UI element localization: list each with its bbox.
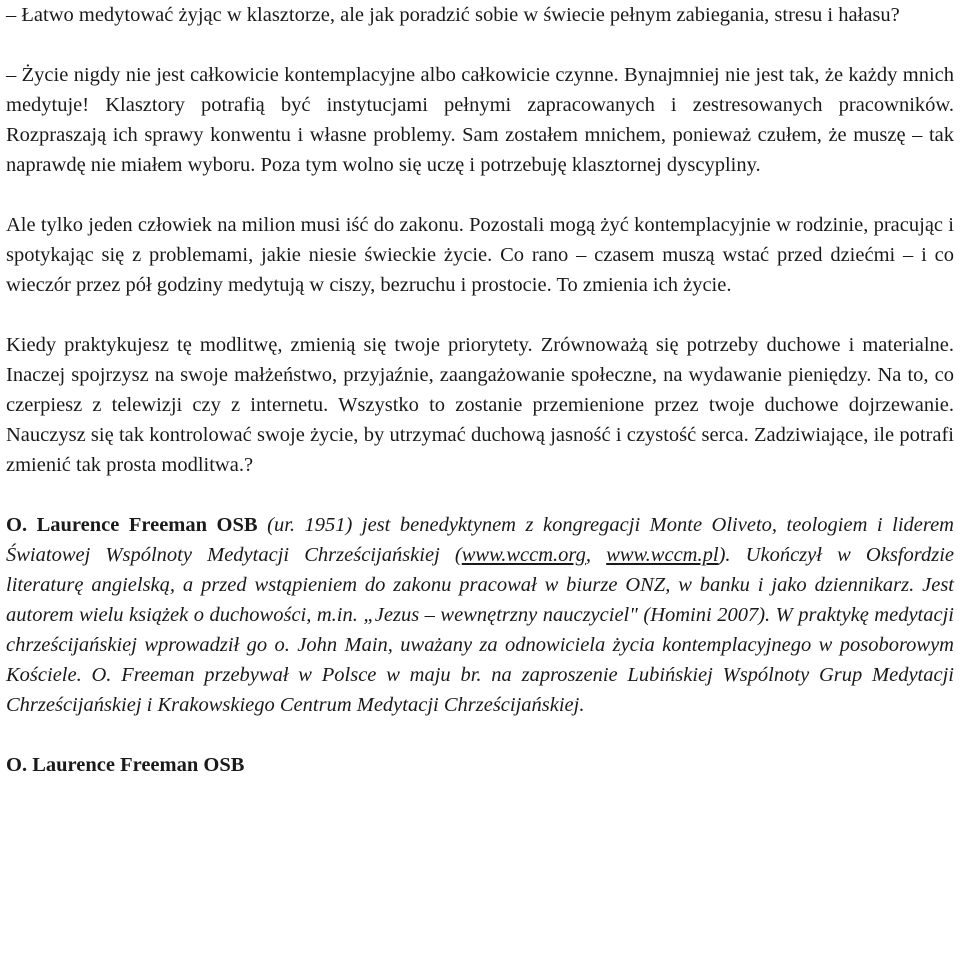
answer-paragraph-3: Kiedy praktykujesz tę modlitwę, zmienią się twoje priorytety. Zrównoważą się potrzeby duchowe i materialne. Inaczej spojrzysz na swoje małżeństwo, przyjaźnie, zaangażowanie społeczne, na wydawanie pieniędzy. Na to, co czerpiesz z telewizji czy z internetu. Wszystko to zostanie przemienione przez twoje duchowe dojrzewanie. Nauczysz się tak kontrolować swoje życie, by utrzymać duchową jasność i czystość serca. Zadziwiające, ile potrafi zmienić tak prosta modlitwa.? [6,334,954,476]
answer-paragraph-2: Ale tylko jeden człowiek na milion musi iść do zakonu. Pozostali mogą żyć kontemplacyjnie w rodzinie, pracując i spotykając się z problemami, jakie niesie świeckie życie. Co rano – czasem muszą wstać przed dziećmi – i co wieczór przez pół godziny medytują w ciszy, bezruchu i prostocie. To zmienia ich życie. [6,214,954,296]
question-paragraph: – Łatwo medytować żyjąc w klasztorze, ale jak poradzić sobie w świecie pełnym zabiegania, stresu i hałasu? [6,4,900,26]
answer-paragraph-1: – Życie nigdy nie jest całkowicie kontemplacyjne albo całkowicie czynne. Bynajmniej nie jest tak, że każdy mnich medytuje! Klasztory potrafią być instytucjami pełnymi zapracowanych i zestresowanych pracowników. Rozpraszają ich sprawy konwentu i własne problemy. Sam zostałem mnichem, ponieważ czułem, że muszę – tak naprawdę nie miałem wyboru. Poza tym wolno się uczę i potrzebuję klasztornej dyscypliny. [6,64,954,176]
wccm-org-link[interactable]: www.wccm.org [461,544,586,566]
bio-text-intro: (ur. 1951) jest benedyktynem z kongregacji Monte Oliveto, teologiem i liderem Światowej Wspólnoty Medytacji Chrześcijańskiej ( [6,514,954,566]
bio-link-separator: , [585,544,607,566]
bio-text-rest: ). Ukończył w Oksfordzie literaturę angielską, a przed wstąpieniem do zakonu pracował w biurze ONZ, w banku i jako dziennikarz. Jest autorem wielu książek o duchowości, m.in. „Jezus – wewnętrzny nauczyciel" (Homini 2007). W praktykę medytacji chrześcijańskiej wprowadził go o. John Main, uważany za odnowiciela życia kontemplacyjnego w posoborowym Kościele. O. Freeman przebywał w Polsce w maju br. na zaproszenie Lubińskiej Wspólnoty Grup Medytacji Chrześcijańskiej i Krakowskiego Centrum Medytacji Chrześcijańskiej. [6,544,954,716]
bio-author-name: O. Laurence Freeman OSB [6,514,258,536]
author-signature: O. Laurence Freeman OSB [6,754,245,776]
author-bio [6,510,954,720]
wccm-pl-link[interactable]: www.wccm.pl [606,544,719,566]
